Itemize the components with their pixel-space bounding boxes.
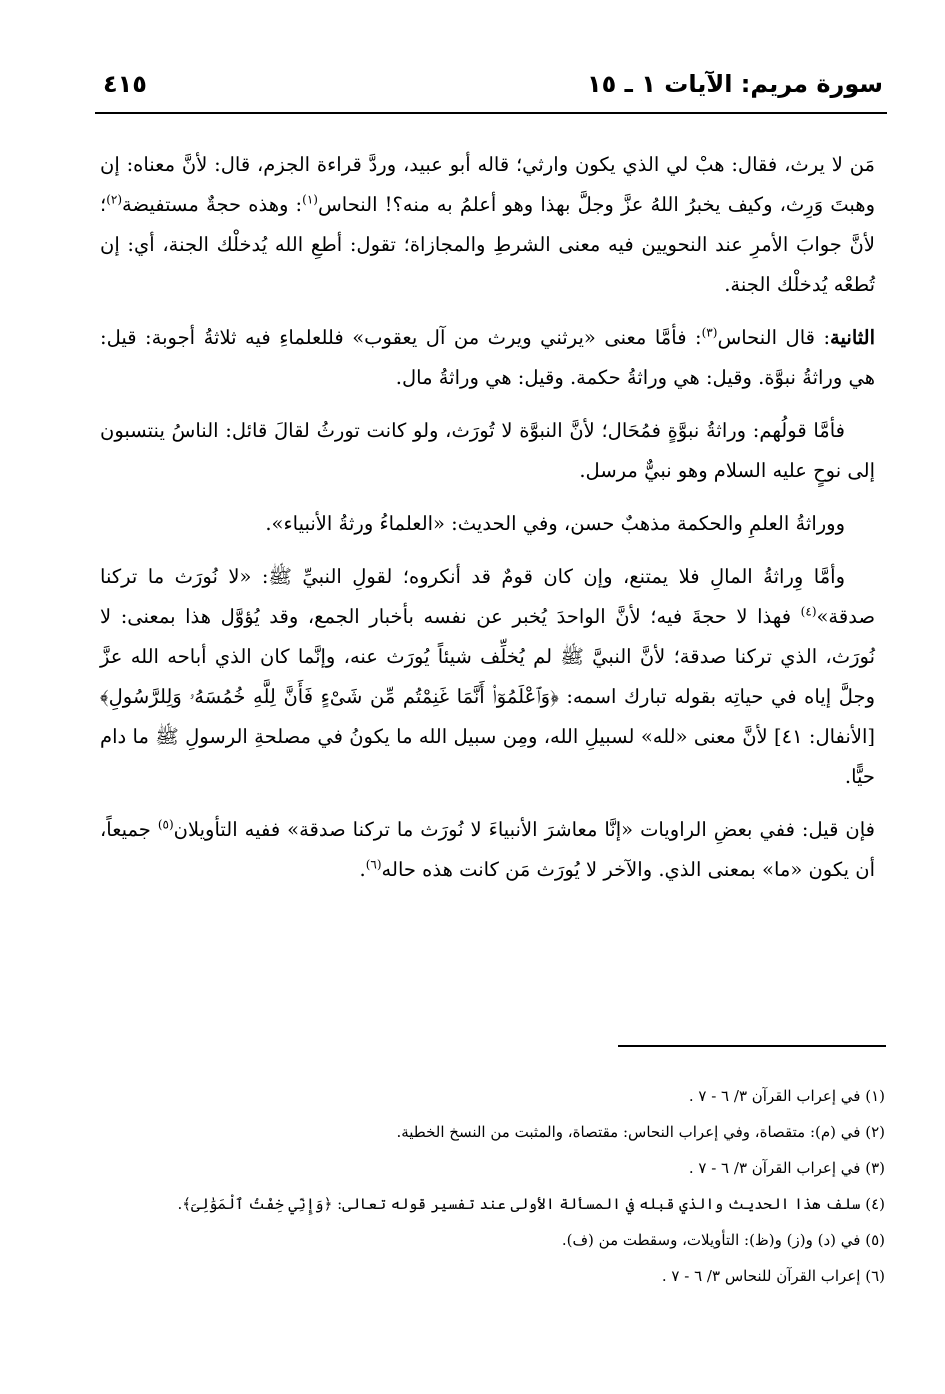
paragraph-1-mid: : وهذه حجةٌ مستفيضة [122, 193, 303, 216]
paragraph-5-a: وأمَّا وِراثةُ المالِ فلا يمتنع، وإن كان قومٌ قد أنكروه؛ لقولِ النبيِّ ﷺ: «لا نُورَث ما تركنا صدقة» [100, 565, 875, 628]
paragraph-6-a: فإن قيل: ففي بعضِ الراويات «إنَّا معاشرَ الأنبياءَ لا نُورَث ما تركنا صدقة» ففيه التأويلان [173, 818, 875, 841]
footnote-6: (٦) إعراب القرآن للنحاس ٣/ ٦ - ٧ . [661, 1267, 885, 1285]
footnote-divider [618, 1045, 886, 1047]
footnote-ref-4: (٤) [800, 604, 817, 619]
page-number: ٤١٥ [103, 70, 147, 98]
footnote-ref-3: (٣) [701, 325, 718, 340]
footnotes [100, 1078, 885, 1294]
footnote-1: (١) في إعراب القرآن ٣/ ٦ - ٧ . [688, 1087, 885, 1105]
paragraph-1-text: مَن لا يرث، فقال: هبْ لي الذي يكون وارثي؛ قاله أبو عبيد، وردَّ قراءة الجزم، قال: لأنَّ معناه: إن وهبتَ وَرِث، وكيف يخبرُ اللهُ عزَّ وجلَّ بهذا وهو أعلمُ به منه؟! النحاس [100, 153, 875, 216]
footnote-4: (٤) سلف هذا الحديث والذي قبله في المسألة الأولى عند تفسير قوله تعالى: ﴿وَإِنِّي خِفْتُ ٱلْمَوَٰلِىَ﴾. [177, 1195, 885, 1213]
paragraph-2-a: : قال النحاس [717, 326, 831, 349]
paragraph-1-end: ؛ لأنَّ جوابَ الأمرِ عند النحويين فيه معنى الشرطِ والمجازاة؛ تقول: أطعِ الله يُدخلْك الجنة، أي: إن تُطعْه يُدخلْك الجنة. [100, 193, 875, 296]
footnote-3: (٣) في إعراب القرآن ٣/ ٦ - ٧ . [688, 1159, 885, 1177]
paragraph-5-b: فهذا لا حجةَ فيه؛ لأنَّ الواحدَ يُخبر عن نفسه بأخبار الجمع، وقد يُؤوَّل هذا بمعنى: لا نُورَث، الذي تركنا صدقة؛ لأنَّ النبيَّ ﷺ لم يُخلِّف شيئاً يُورَث عنه، وإنَّما كان الذي أباحه الله عزَّ وجلَّ إياه في حياتِه بقوله تبارك اسمه: ﴿وَٱعْلَمُوٓا۟ أَنَّمَا غَنِمْتُم مِّن شَىْءٍ فَأَنَّ لِلَّهِ خُمُسَهُۥ وَلِلرَّسُولِ﴾ [الأنفال: ٤١] لأنَّ معنى «لله» لسبيلِ الله، ومِن سبيل الله ما يكونُ في مصلحةِ الرسولِ ﷺ ما دام حيًّا. [100, 605, 875, 788]
paragraph-2-b: : فأمَّا معنى «يرثني ويرث من آل يعقوب» فللعلماءِ فيه ثلاثةُ أجوبة: قيل: هي وراثةُ نبوَّة. وقيل: هي وراثةُ حكمة. وقيل: هي وراثةُ مال. [100, 326, 875, 389]
page-header [95, 62, 887, 114]
paragraph-4: ووراثةُ العلمِ والحكمة مذهبٌ حسن، وفي الحديث: «العلماءُ ورثةُ الأنبياء». [265, 512, 845, 535]
footnote-2: (٢) في (م): متقصاة، وفي إعراب النحاس: مقتصاة، والمثبت من النسخ الخطية. [396, 1123, 885, 1141]
main-text [100, 145, 875, 903]
running-title: سورة مريم: الآيات ١ ـ ١٥ [586, 70, 883, 98]
footnote-ref-5: (٥) [157, 817, 174, 832]
footnote-ref-6: (٦) [365, 857, 382, 872]
paragraph-6 [100, 810, 875, 890]
paragraph-6-b: جميعاً، أن يكون «ما» بمعنى الذي. والآخر لا يُورَث مَن كانت هذه حاله [100, 818, 875, 881]
paragraph-2 [100, 318, 875, 398]
paragraph-1 [100, 145, 875, 305]
paragraph-6-c: . [359, 858, 366, 881]
footnote-ref-1: (١) [302, 192, 318, 207]
paragraph-5 [100, 557, 875, 797]
section-label: الثانية [830, 326, 875, 349]
paragraph-3: فأمَّا قولُهم: وراثةُ نبوَّةٍ فمُحَال؛ لأنَّ النبوَّة لا تُورَث، ولو كانت تورثُ لقالَ قائل: الناسُ ينتسبون إلى نوحٍ عليه السلام وهو نبيٌّ مرسل. [100, 419, 875, 482]
footnote-5: (٥) في (د) و(ز) و(ظ): التأويلات، وسقطت من (ف). [561, 1231, 885, 1249]
footnote-ref-2: (٢) [106, 192, 123, 207]
